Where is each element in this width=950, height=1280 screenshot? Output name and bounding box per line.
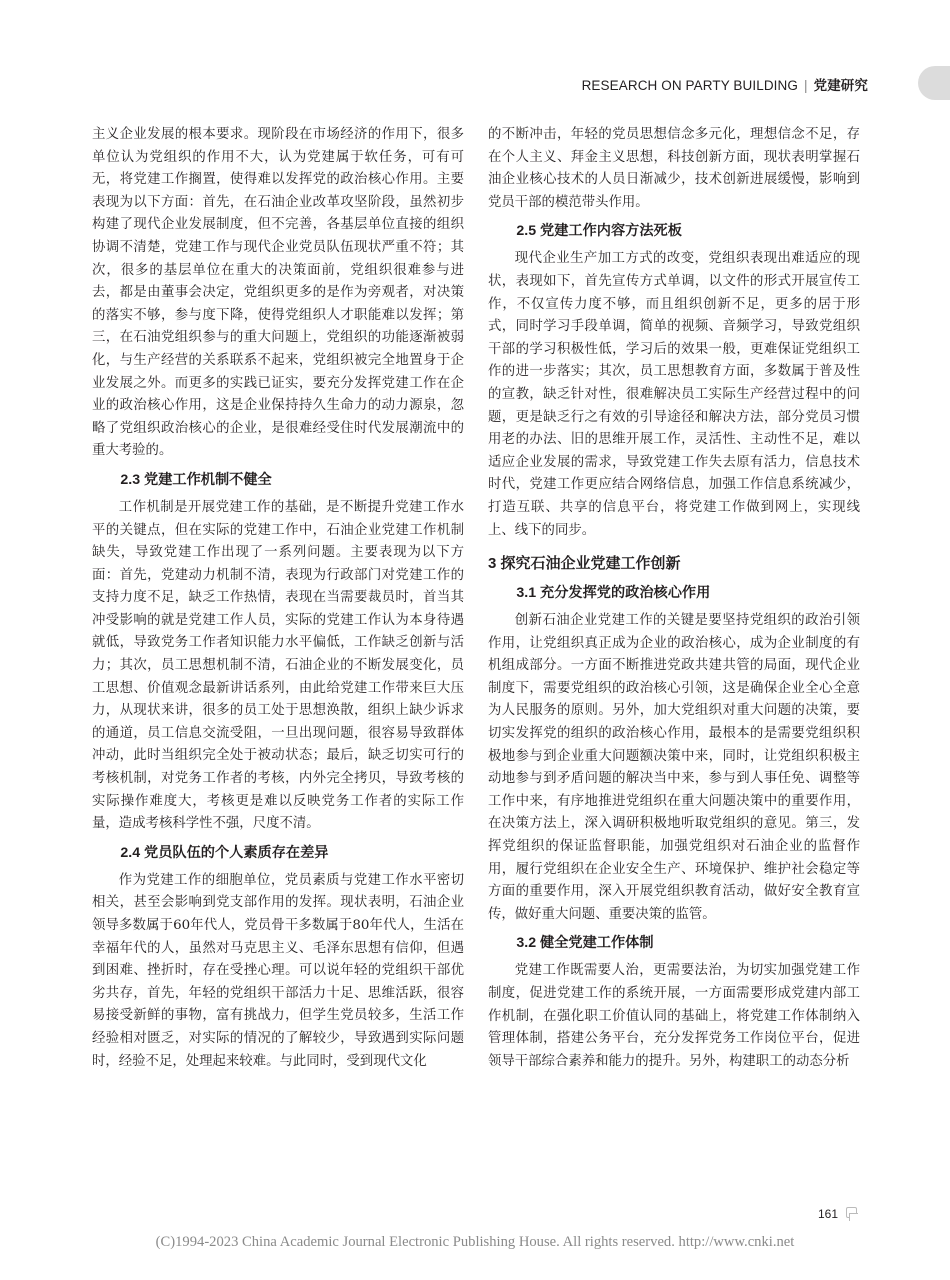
journal-name	[582, 74, 868, 94]
subsection-heading: 3.1 充分发挥党的政治核心作用	[516, 585, 711, 602]
body-paragraph: 工作机制是开展党建工作的基础，是不断提升党建工作水平的关键点，但在实际的党建工作中，石油企业党建工作机制缺失，导致党建工作出现了一系列问题。主要表现为以下方面：首先，党建动力机制不清，表现为行政部门对党建工作的支持力度不足，缺乏工作热情，表现在当需要裁员时，首当其冲受影响的就是党建工作人员，实际的党建工作认为本身待遇就低，导致党务工作者知识能力水平偏低，工作缺乏创新与活力；其次，员工思想机制不清，石油企业的不断发展变化，员工思想、价值观念最新讲话系列，由此给党建工作带来巨大压力，从现状来讲，很多的员工处于思想涣散，组织上缺少诉求的通道，员工信息交流受阻，一旦出现问题，很容易导致群体冲动，此时当组织完全处于被动状态；最后，缺乏切实可行的考核机制，对党务工作者的考核，内外完全拷贝，导致考核的实际操作难度大，考核更是难以反映党务工作者的实际工作量，造成考核科学性不强，尺度不清。	[92, 499, 464, 832]
left-column	[92, 124, 464, 1073]
copyright-watermark: (C)1994-2023 China Academic Journal Electronic Publishing House. All rights reserved. http://www.cnki.net	[155, 1234, 795, 1250]
body-paragraph: 党建工作既需要人治，更需要法治，为切实加强党建工作制度，促进党建工作的系统开展，一方面需要形成党建内部工作机制，在强化职工价值认同的基础上，将党建工作体制纳入管理体制，搭建公务平台，充分发挥党务工作岗位平台，促进领导干部综合素养和能力的提升。另外，构建职工的动态分析	[488, 963, 860, 1069]
journal-name-cn: 党建研究	[813, 78, 868, 94]
header-separator: |	[803, 78, 808, 93]
journal-name-en: RESEARCH ON PARTY BUILDING	[581, 78, 798, 93]
page-copy-icon	[846, 1207, 857, 1218]
body-paragraph: 主义企业发展的根本要求。现阶段在市场经济的作用下，很多单位认为党组织的作用不大，认为党建属于软任务，可有可无，将党建工作搁置，使得难以发挥党的政治核心作用。主要表现为以下方面：首先，在石油企业改革攻坚阶段，虽然初步构建了现代企业发展制度，但不完善，各基层单位直接的组织协调不清楚，党建工作与现代企业党员队伍现状严重不符；其次，很多的基层单位在重大的决策面前，党组织很难参与进去，都是由董事会决定，党组织更多的是作为旁观者，对决策的落实不够，参与度下降，使得党组织人才职能难以发挥；第三，在石油党组织参与的重大问题上，党组织的功能逐渐被弱化，与生产经营的关系联系不起来，党组织被完全地置身于企业发展之外。而更多的实践已证实，要充分发挥党建工作在企业的政治核心作用，这是企业保持持久生命力的动力源泉，忽略了党组织政治核心的企业，是很难经受住时代发展潮流中的重大考验的。	[92, 127, 464, 459]
body-paragraph: 现代企业生产加工方式的改变，党组织表现出难适应的现状，表现如下，首先宣传方式单调，以文件的形式开展宣传工作，不仅宣传力度不够，而且组织创新不足，更多的居于形式，同时学习手段单调，简单的视频、音频学习，导致党组织干部的学习积极性低，学习后的效果一般，更难保证党组织工作的进一步落实；其次，员工思想教育方面，多数属于普及性的宣教，缺乏针对性，很难解决员工实际生产经营过程中的问题，更是缺乏行之有效的引导途径和解决方法，部分党员习惯用老的办法、旧的思维开展工作，灵活性、主动性不足，难以适应企业发展的需求，导致党建工作失去原有活力，信息技术时代，党建工作更应结合网络信息，加强工作信息系统减少，打造互联、共享的信息平台，将党建工作做到网上，实现线上、线下的同步。	[488, 251, 860, 538]
body-paragraph: 的不断冲击，年轻的党员思想信念多元化，理想信念不足，存在个人主义、拜金主义思想，科技创新方面，现状表明掌握石油企业核心技术的人员日渐减少，技术创新进展缓慢，影响到党员干部的模范带头作用。	[488, 127, 860, 210]
subsection-heading: 2.3 党建工作机制不健全	[120, 471, 272, 488]
page-number: 161	[818, 1207, 839, 1221]
header-tab-decoration	[918, 66, 950, 100]
body-paragraph: 创新石油企业党建工作的关键是要坚持党组织的政治引领作用，让党组织真正成为企业的政治核心，成为企业制度的有机组成部分。一方面不断推进党政共建共管的局面，现代企业制度下，需要党组织的政治核心引领，这是确保企业全心全意为人民服务的原则。另外，加大党组织对重大问题的决策，要切实发挥党的组织的政治核心作用，最根本的是需要党组织积极地参与到企业重大问题额决策中来，同时，让党组织积极主动地参与到矛盾问题的解决当中来，参与到人事任免、调整等工作中来，有序地推进党组织在重大问题决策中的重要作用，在决策方法上，深入调研积极地听取党组织的意见。第三，发挥党组织的保证监督职能，加强党组织对石油企业的监督作用，履行党组织在企业安全生产、环境保护、维护社会稳定等方面的重要作用，深入开展党组织教育活动，做好安全教育宣传，做好重大问题、重要决策的监管。	[488, 613, 860, 922]
running-header	[0, 66, 950, 100]
body-paragraph: 作为党建工作的细胞单位，党员素质与党建工作水平密切相关，甚至会影响到党支部作用的发挥。现状表明，石油企业领导多数属于60年代人，党员骨干多数属于80年代人，生活在幸福年代的人，虽然对马克思主义、毛泽东思想有信仰，但遇到困难、挫折时，存在受挫心理。可以说年轻的党组织干部优劣共存，首先，年轻的党组织干部活力十足、思维活跃，很容易接受新鲜的事物，富有挑战力，但学生党员较多，生活工作经验相对匮乏，对实际的情况的了解较少，导致遇到实际问题时，经验不足，处理起来较难。与此同时，受到现代文化	[92, 872, 464, 1069]
subsection-heading: 2.4 党员队伍的个人素质存在差异	[120, 844, 329, 861]
subsection-heading: 2.5 党建工作内容方法死板	[516, 223, 682, 240]
subsection-heading: 3.2 健全党建工作体制	[516, 935, 654, 952]
right-column	[488, 124, 860, 1073]
section-heading: 3 探究石油企业党建工作创新	[488, 555, 681, 573]
